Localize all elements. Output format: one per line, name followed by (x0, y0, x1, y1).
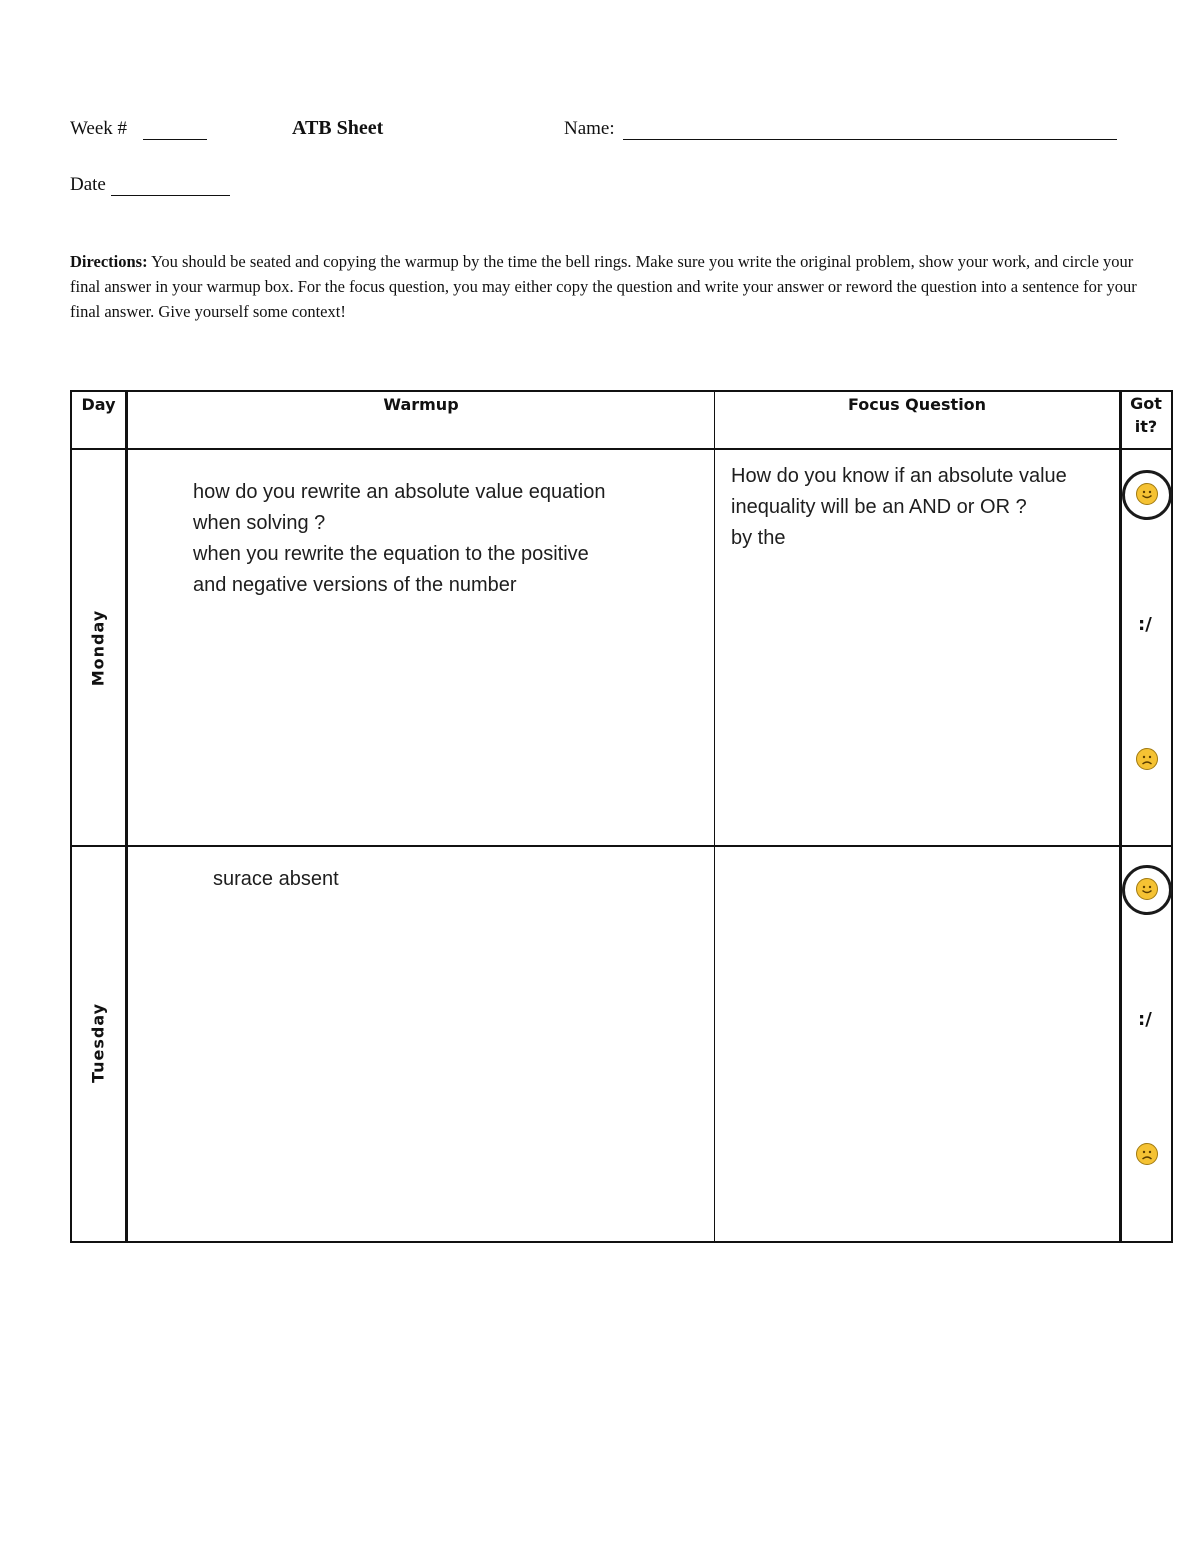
date-label: Date (70, 174, 106, 195)
monday-warmup-answer[interactable]: how do you rewrite an absolute value equation when solving ? when you rewrite the equation to the positive and negative versions of the number (193, 481, 606, 596)
directions-label: Directions: (70, 252, 148, 271)
header-row-divider (70, 448, 1173, 450)
row-divider (70, 845, 1173, 847)
sheet-title: ATB Sheet (292, 117, 384, 139)
monday-focus-answer[interactable]: How do you know if an absolute value inequality will be an AND or OR ? by the (731, 465, 1067, 549)
date-blank[interactable] (111, 195, 230, 196)
name-blank[interactable] (623, 139, 1117, 140)
table-border-left (70, 390, 72, 1243)
week-blank[interactable] (143, 139, 207, 140)
focus-column-divider (1119, 390, 1122, 1243)
smile-emoji-icon[interactable] (1136, 878, 1158, 900)
atb-table (70, 390, 1173, 1243)
header-warmup: Warmup (383, 395, 459, 414)
frown-emoji-icon[interactable] (1136, 1143, 1158, 1165)
table-border-top (70, 390, 1173, 392)
day-column-divider (125, 390, 128, 1243)
table-border-bottom (70, 1241, 1173, 1243)
day-label-tuesday: Tuesday (88, 1002, 108, 1084)
header-got-it: Got it? (1130, 394, 1162, 436)
directions-paragraph (70, 249, 1140, 324)
week-label: Week # (70, 118, 128, 139)
name-label: Name: (564, 118, 615, 139)
frown-emoji-icon[interactable] (1136, 748, 1158, 770)
directions-text: You should be seated and copying the warmup by the time the bell rings. Make sure you write the original problem, show your work, and circle your final answer in your warmup box. For the focus question, you may either copy the question and write your answer or reword the question into a sentence for your final answer. Give yourself some context! (70, 252, 1137, 321)
warmup-column-divider (714, 390, 715, 1243)
day-label-monday: Monday (88, 609, 108, 687)
smile-emoji-icon[interactable] (1136, 483, 1158, 505)
tuesday-warmup-answer[interactable]: surace absent (213, 868, 339, 890)
unsure-emoji-icon[interactable]: :/ (1138, 1009, 1152, 1030)
table-border-right (1171, 390, 1173, 1243)
header-day: Day (81, 395, 116, 414)
header-focus-question: Focus Question (847, 395, 987, 414)
unsure-emoji-icon[interactable]: :/ (1138, 614, 1152, 635)
